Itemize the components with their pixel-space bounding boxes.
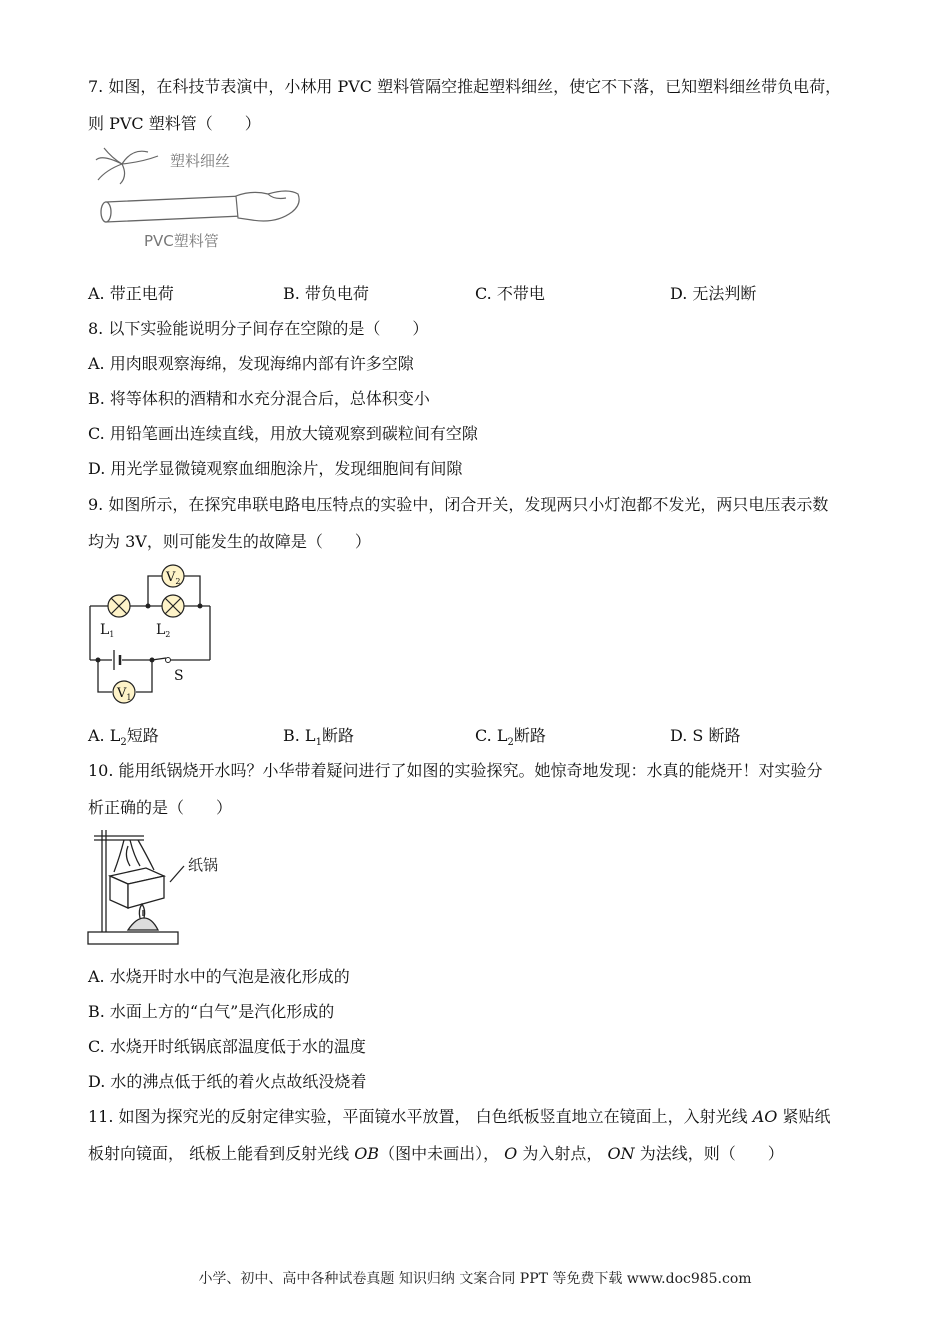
q10-stem-line1: 10. 能用纸锅烧开水吗？小华带着疑问进行了如图的实验探究。她惊奇地发现：水真的能烧开！对实验分 bbox=[88, 761, 823, 780]
page-footer: 小学、初中、高中各种试卷真题 知识归纳 文案合同 PPT 等免费下载 www.doc985.com bbox=[198, 1271, 752, 1287]
q8-option-c: C. 用铅笔画出连续直线，用放大镜观察到碳粒间有空隙 bbox=[88, 424, 478, 443]
lamp-l1 bbox=[108, 595, 130, 617]
q11-stem-line2: 板射向镜面， 纸板上能看到反射光线 OB（图中未画出）， O 为入射点， ON 为法线，则（ ） bbox=[88, 1144, 784, 1163]
q7-option-d: D. 无法判断 bbox=[670, 284, 757, 303]
q7-stem-line2: 则 PVC 塑料管（ ） bbox=[88, 114, 261, 133]
plastic-strands-label: 塑料细丝 bbox=[170, 152, 231, 170]
pvc-pipe-label: PVC塑料管 bbox=[144, 232, 219, 250]
lamp-l2-label: $L_2$ bbox=[156, 622, 171, 639]
flame bbox=[139, 904, 144, 918]
q10-stem-line2: 析正确的是（ ） bbox=[88, 798, 233, 817]
pvc-pipe bbox=[101, 196, 242, 222]
q8-option-a: A. 用肉眼观察海绵，发现海绵内部有许多空隙 bbox=[88, 354, 414, 373]
q9-circuit-diagram bbox=[82, 560, 222, 710]
q10-figure bbox=[84, 826, 244, 948]
q9-stem-line1: 9. 如图所示，在探究串联电路电压特点的实验中，闭合开关，发现两只小灯泡都不发光，两只电压表示数 bbox=[88, 495, 829, 514]
q7-option-c: C. 不带电 bbox=[475, 284, 545, 303]
q7-option-a: A. 带正电荷 bbox=[88, 284, 174, 303]
q7-option-b: B. 带负电荷 bbox=[283, 284, 369, 303]
q7-stem-line1: 7. 如图，在科技节表演中，小林用 PVC 塑料管隔空推起塑料细丝，使它不下落，已知塑料细丝带负电荷， bbox=[88, 77, 842, 96]
q10-option-a: A. 水烧开时水中的气泡是液化形成的 bbox=[88, 967, 350, 986]
q11-stem-line1: 11. 如图为探究光的反射定律实验，平面镜水平放置， 白色纸板竖直地立在镜面上，入射光线 AO 紧贴纸 bbox=[88, 1107, 831, 1126]
q8-option-d: D. 用光学显微镜观察血细胞涂片，发现细胞间有间隙 bbox=[88, 459, 463, 478]
q8-option-b: B. 将等体积的酒精和水充分混合后，总体积变小 bbox=[88, 389, 430, 408]
q8-stem: 8. 以下实验能说明分子间存在空隙的是（ ） bbox=[88, 319, 429, 338]
paper-pot-label: 纸锅 bbox=[188, 856, 219, 874]
q7-figure bbox=[92, 142, 312, 252]
voltmeter-v2-label: $V_2$ bbox=[166, 570, 181, 586]
lamp-l2 bbox=[162, 595, 184, 617]
q9-option-b: B. $L_1$断路 bbox=[283, 726, 354, 749]
battery bbox=[114, 650, 120, 670]
switch-contact bbox=[166, 658, 171, 663]
q9-option-a: A. $L_2$短路 bbox=[88, 726, 159, 749]
q9-stem-line2: 均为 3V，则可能发生的故障是（ ） bbox=[88, 532, 371, 551]
q10-option-b: B. 水面上方的“白气”是汽化形成的 bbox=[88, 1002, 335, 1021]
q10-option-c: C. 水烧开时纸锅底部温度低于水的温度 bbox=[88, 1037, 366, 1056]
stand-base bbox=[88, 932, 178, 944]
hand bbox=[236, 191, 299, 221]
q10-option-d: D. 水的沸点低于纸的着火点故纸没烧着 bbox=[88, 1072, 367, 1091]
alcohol-burner bbox=[128, 918, 158, 930]
plastic-strands bbox=[96, 148, 158, 184]
voltmeter-v1-label: $V_1$ bbox=[117, 686, 132, 702]
lamp-l1-label: $L_1$ bbox=[100, 622, 115, 639]
switch-label: S bbox=[174, 668, 184, 684]
q9-option-d: D. S 断路 bbox=[670, 726, 741, 745]
q9-option-c: C. $L_2$断路 bbox=[475, 726, 546, 749]
